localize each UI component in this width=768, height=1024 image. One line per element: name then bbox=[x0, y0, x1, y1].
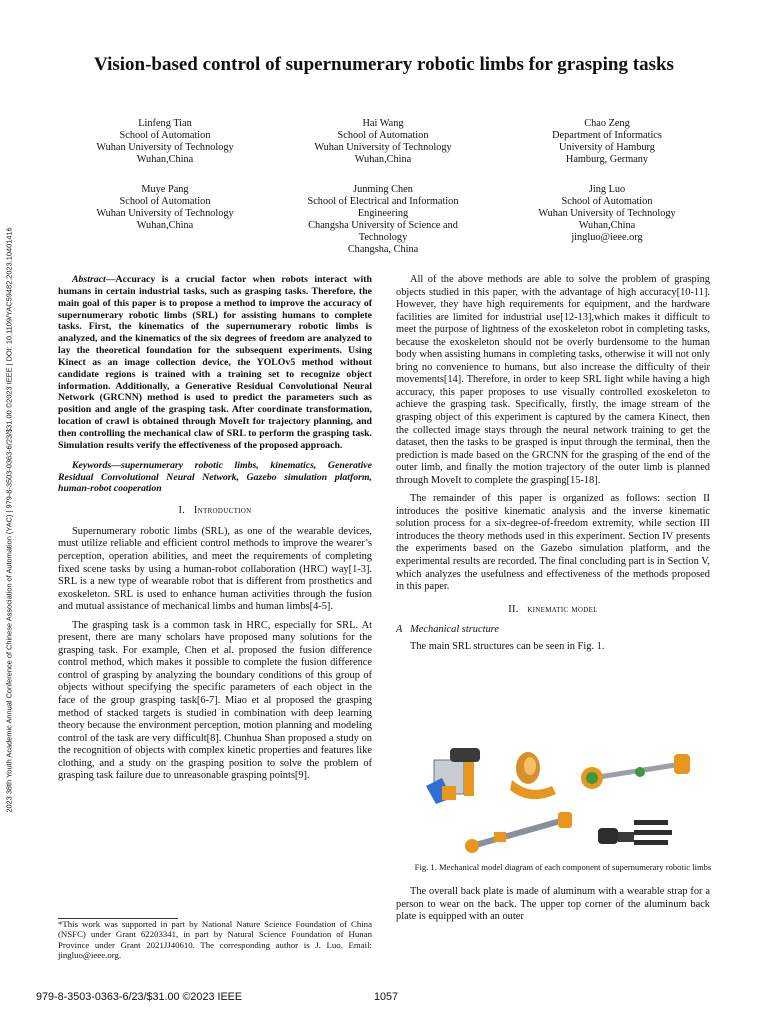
author-name: Junming Chen bbox=[353, 184, 413, 195]
keywords bbox=[58, 460, 372, 496]
abstract-text: —Accuracy is a crucial factor when robots interact with humans in certain industrial tasks, such as grasping tasks. Therefore, the main goal of this paper is to propose a method to improve the accuracy of supernumerary robotic limbs (SRL) for assisting humans to complete tasks. First, the kinematics of the supernumerary robotic limbs is analyzed, and the kinematics of the six degrees of freedom are analyzed to lay the theoretical foundation for the subsequent experiments. Using Kinect as an image collection device, the YOLOv5 method without candidate regions is trained with a training set to recognize object information. Additionally, a Generative Residual Convolutional Neural Network (GRCNN) method is used to predict the parameters such as position and angle of the grasping task. After coordinate transformation, location of crawl is obtained through MoveIt for trajectory planning, and then controlling the mechanical claw of SRL to perform the grasping task. Simulation results verify the effectiveness of the proposed approach. bbox=[58, 274, 372, 451]
author-4 bbox=[70, 184, 260, 232]
author-affiliation-line: Department of Informatics bbox=[552, 130, 662, 142]
footnote: *This work was supported in part by National Nature Science Foundation of China (NSFC) under Grant 62203341, in part by Natural Science Foundation of Hunan Province under Grant 2021JJ40610. The corresponding author is J. Luo. Email: jingluo@ieee.org. bbox=[58, 919, 372, 961]
author-affiliation-line: Wuhan University of Technology bbox=[538, 208, 676, 220]
right-paragraph-1: All of the above methods are able to solve the problem of grasping objects studied in this paper, with the advantage of high accuracy[10-11]. However, they have high requirements for equipment, and the hardware facilities are limited for industrial use[12-13],which makes it difficult to meet the purpose of lightness of the exoskeleton robot in completing tasks, because the exoskeleton should not be overly burdensome to the human body when assisting humans in completing tasks, otherwise it will not only bring no convenience to humans, but also increase the difficulty of their movements[14]. Therefore, in order to keep SRL light while having a high accuracy, this paper proposes to use visually controlled exoskeleton to achieve the grasping task. Specifically, firstly, the image stream of the grasping object of this experiment is captured by the camera Kinect, then the collected image stays through the neural network training to get the dataset, then the tasks to be grasped is input through the terminal, then the prediction is made based on the GRCNN for the grasping of the end of the outer limb, and finally the motion trajectory of the outer limb is planned through MoveIt to complete the grasping[15-18]. bbox=[396, 274, 710, 486]
author-2 bbox=[288, 118, 478, 166]
arm-segment-model bbox=[581, 754, 690, 789]
author-affiliation-line: School of Automation bbox=[561, 196, 653, 208]
author-affiliation-line: Wuhan,China bbox=[136, 154, 194, 166]
author-affiliation-line: Wuhan University of Technology bbox=[314, 142, 452, 154]
keywords-label: Keywords bbox=[72, 459, 112, 471]
author-affiliation-line: Changsha, China bbox=[347, 244, 419, 256]
author-affiliation-line: Wuhan,China bbox=[136, 220, 194, 232]
author-affiliation-line: jingluo@ieee.org bbox=[571, 232, 643, 244]
subsection-letter: A bbox=[396, 624, 403, 636]
subsection-title: Mechanical structure bbox=[410, 624, 499, 636]
side-doi-text: 2023 38th Youth Academic Annual Conference of Chinese Association of Automation (YAC) | 979-8-3503-0363-6/23/$31.00 ©2023 IEEE | DOI: 10.1109/YAC59482.2023.10401416 bbox=[4, 227, 14, 813]
author-affiliation-line: Wuhan,China bbox=[354, 154, 412, 166]
author-1 bbox=[70, 118, 260, 166]
author-affiliation-line: Hamburg, Germany bbox=[565, 154, 649, 166]
left-column bbox=[58, 274, 372, 789]
right-paragraph-2: The remainder of this paper is organized as follows: section II introduces the positive kinematic analysis and the inverse kinematic solution process for a six-degree-of-freedom extremity, while section III introduces the theory methods used in this experiment. Section IV presents the experiments based on the Gazebo simulation platform, and the experimental results are recorded. The final concluding part is in Section V, which analyzes the usefulness and effectiveness of the methods proposed in this paper. bbox=[396, 493, 710, 593]
author-affiliation-line: School of Automation bbox=[337, 130, 429, 142]
section-heading-introduction bbox=[58, 505, 372, 518]
author-affiliation-line: School of Electrical and Information bbox=[307, 196, 459, 208]
keywords-text: —supernumerary robotic limbs, kinematics, Generative Residual Convolutional Neural Network, Gazebo simulation platform, human-robot cooperation bbox=[58, 459, 372, 495]
section-heading-kinematic bbox=[396, 604, 710, 617]
section-number: II. bbox=[508, 603, 519, 615]
page-number: 1057 bbox=[374, 991, 399, 1003]
author-affiliation-line: University of Hamburg bbox=[559, 142, 655, 154]
abstract-label: Abstract bbox=[72, 274, 106, 285]
author-name: Chao Zeng bbox=[584, 118, 630, 129]
author-affiliation-line: Engineering bbox=[357, 208, 409, 220]
paper-title: Vision-based control of supernumerary robotic limbs for grasping tasks bbox=[94, 54, 674, 75]
intro-paragraph-1: Supernumerary robotic limbs (SRL), as one of the wearable devices, must utilize reliable and efficient control methods to improve the wearer’s perception, operation abilities, and meet the requirements of completing fixed scene tasks by using a human-robot collaboration (HRC) way[1-3]. SRL is a new type of wearable robot that is different from prosthetics and exoskeleton. SRL is used to enhance human activities through the fusion and mutual assistance of mechanical limbs and human limbs[4-5]. bbox=[58, 525, 372, 613]
section-title: kinematic model bbox=[527, 603, 598, 615]
author-3 bbox=[512, 118, 702, 166]
author-name: Jing Luo bbox=[588, 184, 626, 195]
author-affiliation-line: Wuhan,China bbox=[578, 220, 636, 232]
gripper-model bbox=[598, 820, 672, 845]
author-affiliation-line: School of Automation bbox=[119, 130, 211, 142]
back-plate-model bbox=[426, 748, 480, 804]
fig-intro-text: The main SRL structures can be seen in Fig. 1. bbox=[410, 640, 605, 652]
outer-limb-model bbox=[465, 812, 572, 853]
author-affiliation-line: Changsha University of Science and bbox=[308, 220, 458, 232]
author-affiliation-line: School of Automation bbox=[119, 196, 211, 208]
author-affiliation-line: Wuhan University of Technology bbox=[96, 208, 234, 220]
after-figure-paragraph: The overall back plate is made of aluminum with a wearable strap for a person to wear on the back. The upper top corner of the aluminum back plate is equipped with an outer bbox=[396, 886, 710, 923]
intro-paragraph-2: The grasping task is a common task in HRC, especially for SRL. At present, there are many scholars have proposed many solutions for the grasping task. For example, Chen et al. proposed the fusion difference control method, which makes it possible to complete the fusion difference control of grasping by analyzing the boundary conditions of this group of objects without specifying the specific parameters of each object in the face of the group grasping task[6-7]. Miao et al proposed the grasping method of stacked targets is studied in combination with deep learning theory because the environment perception, motion planning and modeling control of the task are very difficult[8]. Chunhua Shan proposed a study on the recognition of objects with complex kinetic properties and features like clothing, and a study on the grasping position to solve the problem of grasping task failure due to unreasonable grasping points[9]. bbox=[58, 619, 372, 782]
section-number: I. bbox=[178, 505, 186, 517]
footer-copyright: 979-8-3503-0363-6/23/$31.00 ©2023 IEEE bbox=[36, 991, 243, 1003]
author-name: Linfeng Tian bbox=[138, 118, 192, 129]
figure-1-caption: Fig. 1. Mechanical model diagram of each component of supernumerary robotic limbs bbox=[414, 862, 712, 872]
section-title: Introduction bbox=[193, 505, 252, 517]
author-name: Hai Wang bbox=[362, 118, 404, 129]
figure-1-mechanical-models bbox=[412, 742, 714, 860]
shoulder-joint-model bbox=[510, 752, 556, 799]
author-6 bbox=[512, 184, 702, 244]
author-name: Muye Pang bbox=[141, 184, 189, 195]
author-affiliation-line: Technology bbox=[358, 232, 408, 244]
subsection-heading bbox=[396, 624, 710, 637]
author-affiliation-line: Wuhan University of Technology bbox=[96, 142, 234, 154]
figure-1-drawing bbox=[412, 742, 714, 860]
abstract bbox=[58, 274, 372, 452]
right-column bbox=[396, 274, 710, 659]
author-5 bbox=[288, 184, 478, 257]
after-figure-text bbox=[396, 886, 710, 930]
side-doi-note bbox=[2, 150, 16, 890]
